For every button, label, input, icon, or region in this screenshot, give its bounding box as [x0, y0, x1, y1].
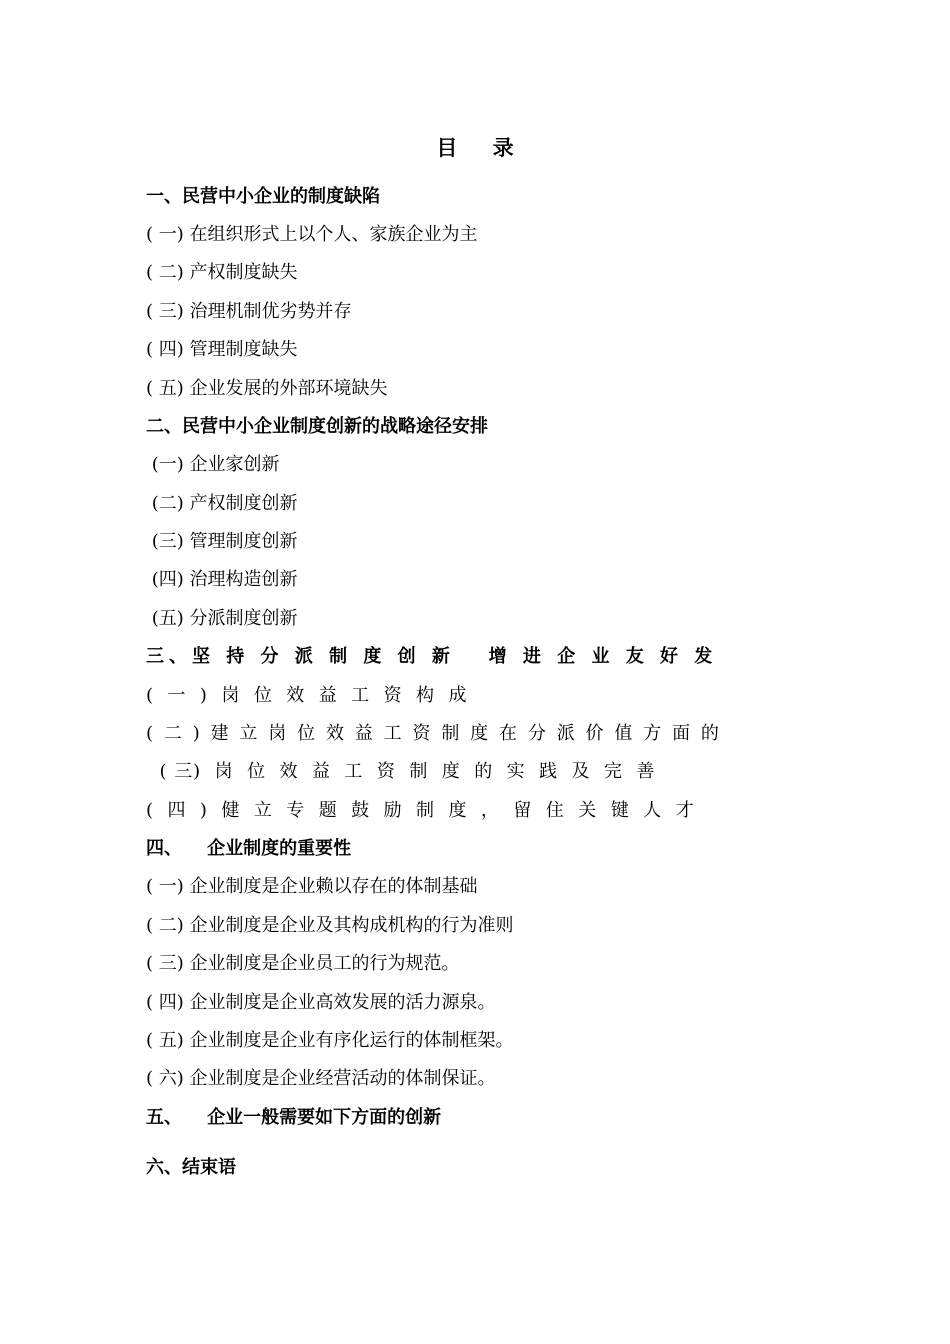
- toc-entry-2-1[interactable]: (一) 企业家创新: [146, 454, 280, 475]
- toc-title: 目 录: [436, 135, 528, 160]
- toc-entry-2-2[interactable]: (二) 产权制度创新: [146, 493, 298, 514]
- toc-entry-1-3[interactable]: ( 三) 治理机制优劣势并存: [146, 301, 352, 322]
- toc-entry-4[interactable]: 四、 企业制度的重要性: [146, 838, 352, 859]
- toc-entry-5[interactable]: 五、 企业一般需要如下方面的创新: [146, 1107, 442, 1128]
- toc-entry-1-5[interactable]: ( 五) 企业发展的外部环境缺失: [146, 378, 388, 399]
- toc-entry-2-4[interactable]: (四) 治理构造创新: [146, 569, 298, 590]
- toc-entry-4-2[interactable]: ( 二) 企业制度是企业及其构成机构的行为准则: [146, 915, 514, 936]
- toc-entry-4-4[interactable]: ( 四) 企业制度是企业高效发展的活力源泉。: [146, 992, 496, 1013]
- toc-entry-4-1[interactable]: ( 一) 企业制度是企业赖以存在的体制基础: [146, 876, 478, 897]
- toc-entry-1[interactable]: 一、民营中小企业的制度缺陷: [146, 186, 380, 207]
- toc-entry-3-3[interactable]: ( 三) 岗 位 效 益 工 资 制 度 的 实 践 及 完 善: [146, 761, 656, 782]
- toc-entry-1-4[interactable]: ( 四) 管理制度缺失: [146, 339, 298, 360]
- toc-entry-2-5[interactable]: (五) 分派制度创新: [146, 608, 298, 629]
- toc-entry-1-1[interactable]: ( 一) 在组织形式上以个人、家族企业为主: [146, 224, 478, 245]
- toc-entry-3-2[interactable]: ( 二 ) 建 立 岗 位 效 益 工 资 制 度 在 分 派 价 值 方 面 的: [146, 723, 719, 744]
- toc-entry-6[interactable]: 六、结束语: [146, 1157, 236, 1178]
- toc-entry-4-6[interactable]: ( 六) 企业制度是企业经营活动的体制保证。: [146, 1068, 496, 1089]
- toc-entry-3-4[interactable]: ( 四 ) 健 立 专 题 鼓 励 制 度 ， 留 住 关 键 人 才: [146, 800, 695, 821]
- toc-entry-4-3[interactable]: ( 三) 企业制度是企业员工的行为规范。: [146, 953, 460, 974]
- toc-entry-2[interactable]: 二、民营中小企业制度创新的战略途径安排: [146, 416, 488, 437]
- toc-entry-2-3[interactable]: (三) 管理制度创新: [146, 531, 298, 552]
- toc-entry-3[interactable]: 三、坚 持 分 派 制 度 创 新 增 进 企 业 友 好 发: [146, 646, 718, 667]
- toc-entry-4-5[interactable]: ( 五) 企业制度是企业有序化运行的体制框架。: [146, 1030, 514, 1051]
- toc-entry-1-2[interactable]: ( 二) 产权制度缺失: [146, 262, 298, 283]
- toc-entry-3-1[interactable]: ( 一 ) 岗 位 效 益 工 资 构 成: [146, 685, 468, 706]
